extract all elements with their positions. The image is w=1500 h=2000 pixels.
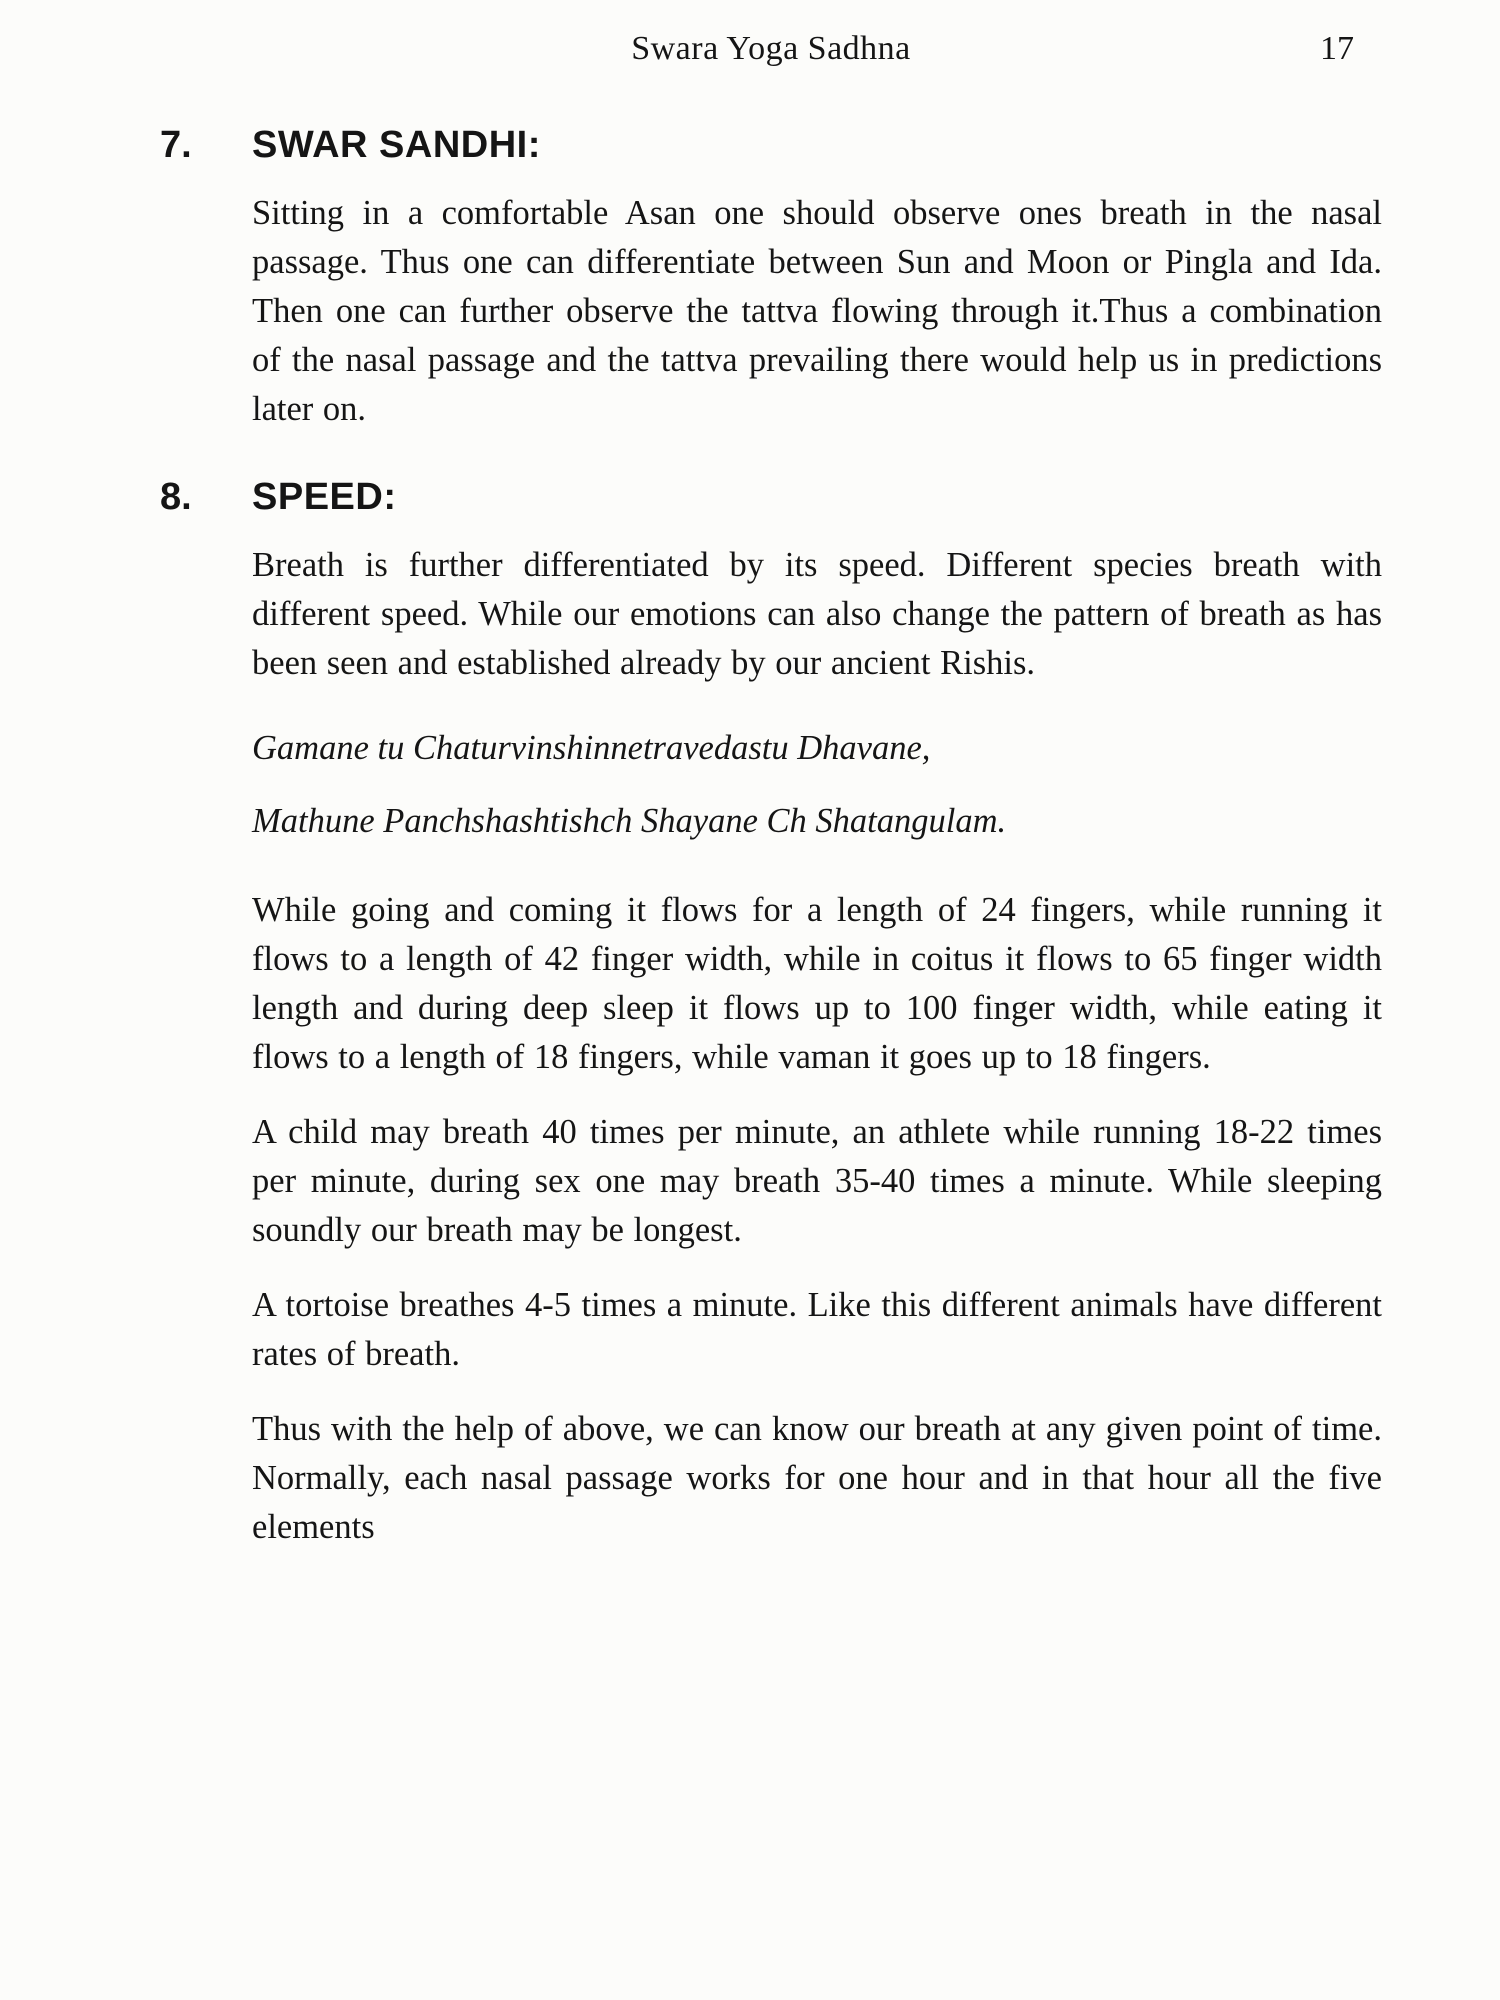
paragraph: A child may breath 40 times per minute, an athlete while running 18-22 times per minute, during sex one may breath 35-40 times a minute. While sleeping soundly our breath may be longest. [252, 1112, 1382, 1249]
section-speed [160, 476, 1382, 1552]
page-number: 17 [1320, 30, 1354, 67]
paragraph: Breath is further differentiated by its speed. Different species breath with different speed. While our emotions can also change the pattern of breath as has been seen and established already by our ancient Rishis. [252, 545, 1382, 682]
section-heading [160, 476, 1382, 519]
section-number: 8. [160, 475, 192, 518]
paragraph: While going and coming it flows for a length of 24 fingers, while running it flows to a length of 42 finger width, while in coitus it flows to 65 finger width length and during deep sleep it flows up to 100 finger width, while eating it flows to a length of 18 fingers, while vaman it goes up to 18 fingers. [252, 890, 1382, 1076]
section-title: SPEED: [252, 475, 397, 518]
section-number: 7. [160, 124, 192, 166]
section-heading [160, 124, 1382, 167]
paragraph: Sitting in a comfortable Asan one should observe ones breath in the nasal passage. Thus one can differentiate between Sun and Moon or Pingla and Ida. Then one can further observe the tattva flowing through it.Thus a combination of the nasal passage and the tattva prevailing there would help us in predictions later on. [252, 194, 1382, 428]
section-body [252, 189, 1382, 434]
section-swar-sandhi [160, 124, 1382, 434]
running-title: Swara Yoga Sadhna [631, 30, 911, 67]
verse-line: Gamane tu Chaturvinshinnetravedastu Dhavane, [252, 728, 931, 767]
sanskrit-verse [252, 724, 1382, 846]
page-header [160, 30, 1382, 82]
verse-line: Mathune Panchshashtishch Shayane Ch Shatangulam. [252, 801, 1007, 840]
paragraph: A tortoise breathes 4-5 times a minute. Like this different animals have different rates of breath. [252, 1285, 1382, 1373]
paragraph: Thus with the help of above, we can know our breath at any given point of time. Normally, each nasal passage works for one hour and in that hour all the five elements [252, 1409, 1382, 1546]
section-body [252, 541, 1382, 1552]
section-title: SWAR SANDHI: [252, 124, 541, 166]
